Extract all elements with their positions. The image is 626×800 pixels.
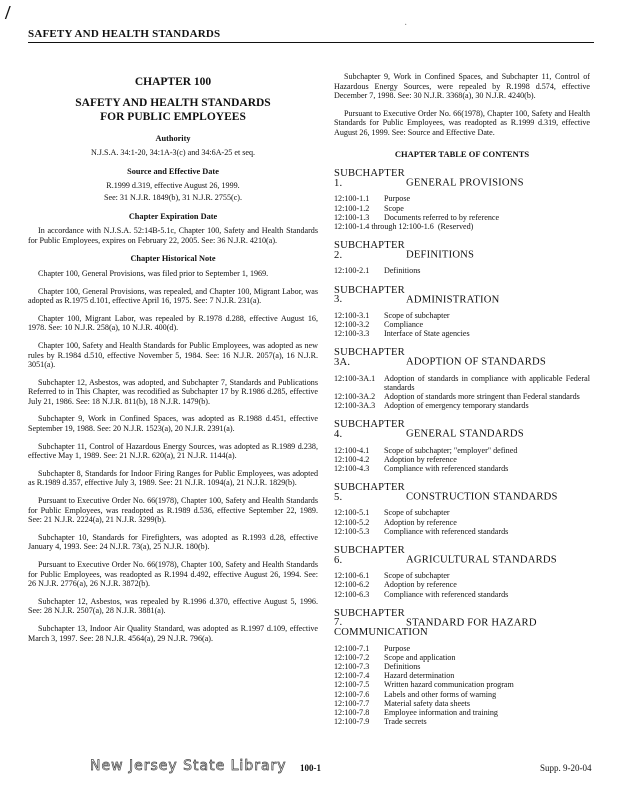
- section-number: 12:100-6.3: [334, 589, 370, 599]
- chapter-title-line1: SAFETY AND HEALTH STANDARDS: [75, 96, 271, 109]
- right-column: [334, 72, 590, 726]
- toc-entry: [334, 266, 590, 275]
- toc-entry: [334, 518, 590, 527]
- section-title: (Reserved): [437, 221, 474, 231]
- authority-heading: Authority: [155, 133, 191, 143]
- subchapter-heading: [334, 546, 590, 565]
- page-number: 100-1: [300, 763, 321, 773]
- subchapter-title: STANDARD FOR HAZARD COMMUNICATION: [334, 617, 537, 638]
- subchapter-title: GENERAL STANDARDS: [406, 428, 524, 440]
- section-number: 12:100-7.5: [334, 680, 370, 690]
- section-title: Labels and other forms of warning: [384, 689, 497, 699]
- section-title: Documents referred to by reference: [384, 212, 500, 222]
- toc-entry: [334, 717, 590, 726]
- section-title: Adoption by reference: [384, 517, 457, 527]
- history-note: Chapter 100, General Provisions, was repealed, and Chapter 100, Migrant Labor, was adopted as R.1975 d.101, effective April 16, 1975. See: 7 N.J.R. 231(a).: [28, 286, 318, 306]
- section-number: 12:100-2.1: [334, 266, 370, 276]
- subchapter-number: SUBCHAPTER 1.: [334, 168, 405, 189]
- toc-entry: [334, 194, 590, 203]
- toc-entry: [334, 571, 590, 580]
- section-number: 12:100-3.3: [334, 329, 370, 339]
- section-title: Employee information and training: [384, 707, 498, 717]
- history-note: Subchapter 9, Work in Confined Spaces, and Subchapter 11, Control of Hazardous Energy Sources, were repealed by R.1998 d.574, effective December 7, 1998. See: 30 N.J.R. 3368(a), 30 N.J.R. 4240(b).: [334, 72, 590, 101]
- chapter-title-line2: FOR PUBLIC EMPLOYEES: [100, 110, 246, 123]
- section-number: 12:100-5.2: [334, 517, 370, 527]
- toc-entry: [334, 204, 590, 213]
- section-title: Scope of subchapter: [384, 310, 450, 320]
- left-column: [28, 72, 318, 651]
- toc-entry: [334, 455, 590, 464]
- subchapter-number: SUBCHAPTER 3.: [334, 284, 405, 306]
- expiration-heading: Chapter Expiration Date: [128, 211, 218, 221]
- section-title: Scope of subchapter; "employer" defined: [384, 445, 518, 455]
- chapter-number: CHAPTER 100: [134, 76, 212, 88]
- section-number: 12:100-7.9: [334, 717, 370, 727]
- history-note: Chapter 100, General Provisions, was filed prior to September 1, 1969.: [38, 268, 269, 278]
- section-number: 12:100-3.1: [334, 310, 370, 320]
- toc-entry: [334, 690, 590, 699]
- subchapter-title: ADMINISTRATION: [406, 294, 500, 306]
- section-title: Compliance with referenced standards: [384, 463, 509, 473]
- expiration-text: In accordance with N.J.S.A. 52:14B-5.1c, Chapter 100, Safety and Health Standards for Public Employees, expires on February 22, 2005. See: 36 N.J.R. 4210(a).: [28, 226, 318, 245]
- history-note: Pursuant to Executive Order No. 66(1978), Chapter 100, Safety and Health Standards for Public Employees, was readopted as R.1999 d.319, effective August 26, 1999. See: Source and Effective Date.: [334, 108, 590, 137]
- library-watermark: New Jersey State Library: [90, 758, 287, 774]
- toc-entry: [334, 680, 590, 689]
- toc-entry: [334, 671, 590, 680]
- section-number: 12:100-7.7: [334, 698, 370, 708]
- section-title: Adoption by reference: [384, 580, 457, 590]
- subchapter-heading: [334, 483, 590, 502]
- subchapter-number: SUBCHAPTER 6.: [334, 544, 405, 566]
- section-number: 12:100-7.2: [334, 652, 370, 662]
- toc-entry: [334, 580, 590, 589]
- history-note: Subchapter 10, Standards for Firefighters, was adopted as R.1993 d.28, effective January 4, 1993. See: 24 N.J.R. 73(a), 25 N.J.R. 180(b).: [28, 532, 318, 552]
- section-number: 12:100-6.2: [334, 580, 370, 590]
- toc-entry: [334, 653, 590, 662]
- subchapter-heading: [334, 609, 590, 638]
- section-number: 12:100-1.4 through 12:100-1.6: [334, 221, 434, 231]
- section-number: 12:100-6.1: [334, 571, 370, 581]
- section-title: Compliance with referenced standards: [384, 589, 509, 599]
- section-title: Interface of State agencies: [384, 329, 470, 339]
- chapter-title: [28, 96, 318, 124]
- section-number: 12:100-7.4: [334, 671, 370, 681]
- history-note: Subchapter 8, Standards for Indoor Firing Ranges for Public Employees, was adopted as R.1989 d.357, effective July 3, 1989. See: 21 N.J.R. 1094(a), 21 N.J.R. 1829(b).: [28, 468, 318, 488]
- toc-entry: [334, 662, 590, 671]
- running-head: SAFETY AND HEALTH STANDARDS: [28, 28, 594, 43]
- section-number: 12:100-3A.1: [334, 373, 376, 383]
- section-number: 12:100-3.2: [334, 319, 370, 329]
- history-note: Subchapter 11, Control of Hazardous Energy Sources, was adopted as R.1989 d.238, effective May 1, 1989. See: 21 N.J.R. 620(a), 21 N.J.R. 1144(a).: [28, 441, 318, 461]
- toc-entry: [334, 329, 590, 338]
- section-title: Definitions: [384, 661, 421, 671]
- source-line-2: See: 31 N.J.R. 1849(b), 31 N.J.R. 2755(c).: [103, 192, 243, 202]
- toc-entry: [334, 508, 590, 517]
- subchapter-title: AGRICULTURAL STANDARDS: [406, 554, 557, 566]
- history-notes-continued: [334, 72, 590, 138]
- subchapter-number: SUBCHAPTER 7.: [334, 607, 405, 629]
- history-note: Pursuant to Executive Order No. 66(1978), Chapter 100, Safety and Health Standards for Public Employees, was readopted as R.1994 d.492, effective August 26, 1994. See: 26 N.J.R. 2776(a), 26 N.J.R. 3872(b).: [28, 560, 318, 589]
- history-note: Subchapter 12, Asbestos, was adopted, and Subchapter 7, Standards and Publications Referred to in This Chapter, was recodified as Subchapter 17 by R.1986 d.285, effective July 21, 1986. See: 18 N.J.R. 811(b), 18 N.J.R. 1479(b).: [28, 377, 318, 406]
- source-line-1: R.1999 d.319, effective August 26, 1999.: [106, 181, 240, 191]
- toc-entry: [334, 320, 590, 329]
- section-title: Written hazard communication program: [384, 680, 514, 690]
- authority-text: N.J.S.A. 34:1-20, 34:1A-3(c) and 34:6A-25 et seq.: [90, 148, 256, 158]
- toc-title: CHAPTER TABLE OF CONTENTS: [394, 148, 530, 159]
- toc-entry: [334, 401, 590, 410]
- subchapter-number: SUBCHAPTER 5.: [334, 482, 405, 503]
- section-title: Adoption of emergency temporary standards: [384, 401, 529, 411]
- section-title: Scope of subchapter: [384, 571, 450, 581]
- section-number: 12:100-3A.2: [334, 391, 376, 401]
- toc-entry: [334, 311, 590, 320]
- toc-entry: [334, 392, 590, 401]
- section-title: Definitions: [384, 266, 421, 276]
- section-title: Hazard determination: [384, 671, 455, 681]
- section-number: 12:100-3A.3: [334, 401, 376, 411]
- section-number: 12:100-1.2: [334, 203, 370, 213]
- section-title: Material safety data sheets: [384, 698, 471, 708]
- subchapter-heading: [334, 420, 590, 439]
- section-title: Compliance: [384, 319, 424, 329]
- subchapter-title: CONSTRUCTION STANDARDS: [406, 491, 558, 503]
- history-heading: Chapter Historical Note: [130, 254, 216, 264]
- section-title: Adoption of standards in compliance with applicable Federal standards: [384, 373, 590, 392]
- subchapter-number: SUBCHAPTER 3A.: [334, 347, 405, 368]
- scan-dot: ·: [404, 20, 408, 31]
- section-title: Compliance with referenced standards: [384, 526, 509, 536]
- subchapter-title: DEFINITIONS: [406, 249, 475, 261]
- section-title: Purpose: [384, 643, 411, 653]
- section-title: Scope: [384, 203, 404, 213]
- subchapter-heading: [334, 241, 590, 260]
- history-note: Pursuant to Executive Order No. 66(1978), Chapter 100, Safety and Health Standards for Public Employees, was readopted as R.1989 d.536, effective September 22, 1989. See: 21 N.J.R. 2224(a), 21 N.J.R. 3299(b).: [28, 496, 318, 525]
- supplement-date: Supp. 9-20-04: [540, 763, 592, 773]
- section-title: Purpose: [384, 194, 411, 204]
- history-note: Subchapter 12, Asbestos, was repealed by R.1996 d.370, effective August 5, 1996. See: 28 N.J.R. 2507(a), 28 N.J.R. 3881(a).: [28, 596, 318, 616]
- toc-entry: [334, 699, 590, 708]
- section-number: 12:100-7.8: [334, 707, 370, 717]
- section-title: Adoption by reference: [384, 454, 457, 464]
- section-number: 12:100-4.2: [334, 454, 370, 464]
- history-note: Chapter 100, Migrant Labor, was repealed by R.1978 d.288, effective August 16, 1978. See: 10 N.J.R. 258(a), 10 N.J.R. 400(d).: [28, 313, 318, 333]
- toc-entry: [334, 590, 590, 599]
- section-title: Trade secrets: [384, 717, 427, 727]
- history-note: Chapter 100, Safety and Health Standards for Public Employees, was adopted as new rules by R.1984 d.510, effective November 5, 1984. See: 16 N.J.R. 2057(a), 16 N.J.R. 3051(a).: [28, 340, 318, 370]
- subchapter-number: SUBCHAPTER 2.: [334, 240, 405, 261]
- section-title: Scope and application: [384, 652, 456, 662]
- toc-entry: [334, 527, 590, 536]
- toc-entry: [334, 446, 590, 455]
- source-heading: Source and Effective Date: [127, 166, 219, 176]
- history-notes: [28, 269, 318, 643]
- section-title: Adoption of standards more stringent than Federal standards: [384, 391, 580, 401]
- toc-entry: [334, 644, 590, 653]
- toc-entry: [334, 222, 590, 231]
- subchapter-number: SUBCHAPTER 4.: [334, 419, 405, 440]
- toc-entry: [334, 708, 590, 717]
- table-of-contents: [334, 169, 590, 726]
- subchapter-heading: [334, 169, 590, 188]
- toc-entry: [334, 213, 590, 222]
- history-note: Subchapter 9, Work in Confined Spaces, was adopted as R.1988 d.451, effective September 19, 1988. See: 20 N.J.R. 1523(a), 20 N.J.R. 2391(a).: [28, 414, 318, 434]
- subchapter-title: GENERAL PROVISIONS: [406, 177, 524, 189]
- section-number: 12:100-7.6: [334, 689, 370, 699]
- section-number: 12:100-5.3: [334, 526, 370, 536]
- section-number: 12:100-4.1: [334, 445, 370, 455]
- section-number: 12:100-4.3: [334, 463, 370, 473]
- subchapter-title: ADOPTION OF STANDARDS: [406, 356, 546, 368]
- toc-entry: [334, 374, 590, 392]
- section-number: 12:100-1.3: [334, 212, 370, 222]
- subchapter-heading: [334, 348, 590, 367]
- section-number: 12:100-1.1: [334, 194, 370, 204]
- scan-mark: /: [5, 2, 11, 24]
- section-number: 12:100-7.3: [334, 661, 370, 671]
- history-note: Subchapter 13, Indoor Air Quality Standard, was adopted as R.1997 d.109, effective March 3, 1997. See: 28 N.J.R. 4564(a), 29 N.J.R. 796(a).: [28, 623, 318, 643]
- section-title: Scope of subchapter: [384, 508, 450, 518]
- section-number: 12:100-5.1: [334, 508, 370, 518]
- section-number: 12:100-7.1: [334, 643, 370, 653]
- subchapter-heading: [334, 286, 590, 305]
- toc-entry: [334, 464, 590, 473]
